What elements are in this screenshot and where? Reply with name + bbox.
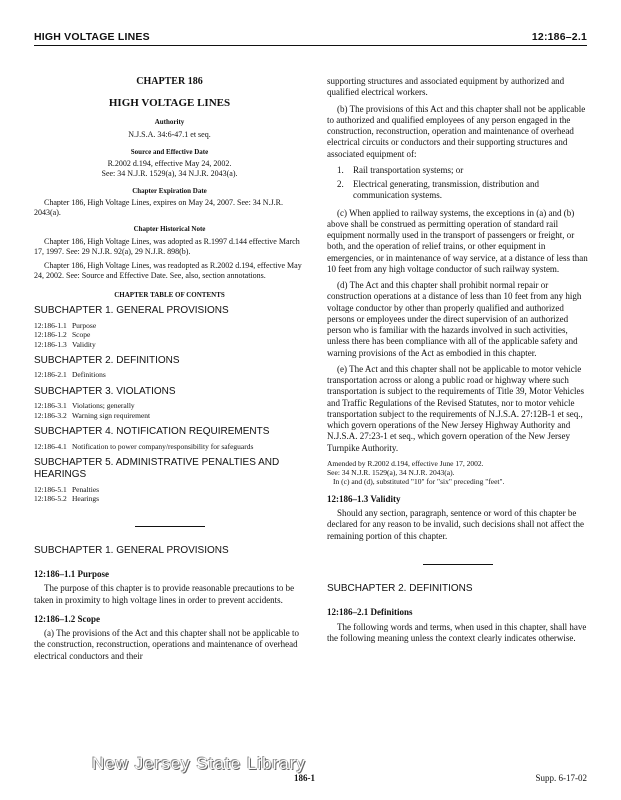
- running-header: [34, 31, 587, 46]
- toc-entry-title: Hearings: [72, 494, 100, 504]
- toc-entry-number: 12:186-3.1: [34, 401, 67, 411]
- toc-entry: [34, 340, 305, 349]
- amendment-line-2: See: 34 N.J.R. 1529(a), 34 N.J.R. 2043(a).: [327, 467, 455, 477]
- toc-group-2: [34, 355, 305, 380]
- toc-subchapter-title: SUBCHAPTER 3. VIOLATIONS: [34, 385, 176, 397]
- section-1-3-text: Should any section, paragraph, sentence or word of this chapter be declared for any reason to be invalid, such decisions shall not affect the remaining portion of this chapter.: [327, 508, 584, 541]
- toc-entry: [34, 442, 305, 451]
- authority-text: N.J.S.A. 34:6-47.1 et seq.: [128, 130, 211, 139]
- supplement-date: Supp. 6-17-02: [535, 773, 587, 783]
- scope-para-c: (c) When applied to railway systems, the exceptions in (a) and (b) above shall be construed as permitting operation of standard rail equipment normally used in the transport of passengers or freight, or both, and the operation of relief trains, or other equipment in emergencies, or in maintenance of way service, at a distance of less than 10 feet from any high voltage conductor of such railway system.: [327, 207, 588, 274]
- subchapter-2-title: SUBCHAPTER 2. DEFINITIONS: [327, 582, 473, 594]
- toc-entry-title: Validity: [72, 339, 96, 349]
- toc-entry-title: Purpose: [72, 320, 97, 330]
- section-1-2-para-a: (a) The provisions of the Act and this chapter shall not be applicable to the construction, reconstruction, operations and maintenance of overhead electrical conductors and their: [34, 628, 300, 661]
- list-text: Electrical generating, transmission, distribution and communication systems.: [353, 179, 539, 201]
- toc-group-3: [34, 386, 305, 420]
- list-number: 1.: [337, 164, 344, 175]
- header-section-range: 12:186–2.1: [531, 31, 587, 43]
- toc-entry-title: Penalties: [72, 484, 100, 494]
- toc-entry: [34, 494, 305, 503]
- right-column: [327, 76, 589, 649]
- scope-continuation: supporting structures and associated equipment by authorized and qualified electrical workers.: [327, 76, 565, 98]
- historical-note-p1: Chapter 186, High Voltage Lines, was adopted as R.1997 d.144 effective March 17, 1997. See: 29 N.J.R. 92(a), 29 N.J.R. 898(b).: [34, 237, 300, 256]
- toc-entry: [34, 411, 305, 420]
- list-number: 2.: [337, 179, 344, 189]
- amendment-line-1: Amended by R.2002 d.194, effective June 17, 2002.: [327, 458, 484, 468]
- toc-subchapter-title: SUBCHAPTER 1. GENERAL PROVISIONS: [34, 305, 229, 317]
- section-1-2-heading: 12:186–1.2 Scope: [34, 613, 100, 624]
- source-line-2: See: 34 N.J.R. 1529(a), 34 N.J.R. 2043(a).: [101, 168, 238, 178]
- source-heading: Source and Effective Date: [130, 147, 209, 156]
- section-1-3-heading: 12:186–1.3 Validity: [327, 493, 401, 504]
- toc-entry: [34, 401, 305, 410]
- source-line-1: R.2002 d.194, effective May 24, 2002.: [107, 159, 232, 169]
- left-column: [34, 76, 305, 667]
- toc-entry-title: Warning sign requirement: [72, 410, 151, 420]
- toc-entry-title: Notification to power company/responsibility for safeguards: [72, 441, 254, 451]
- toc-subchapter-title: SUBCHAPTER 4. NOTIFICATION REQUIREMENTS: [34, 426, 270, 438]
- scope-list-item: [327, 179, 589, 202]
- toc-entry: [34, 321, 305, 330]
- scope-para-e: (e) The Act and this chapter shall not be applicable to motor vehicle transportation across or along a public road or highway where such transportation is subject to the requirements of Title 39, Motor Vehicles and Traffic Regulations of the Revised Statutes, nor to motor vehicle transportation subject to the requirements of N.J.S.A. 27:12B-1 et seq., which govern operations of the New Jersey Highway Authority and N.J.S.A. 27:23-1 et seq., which govern operation of the New Jersey Turnpike Authority.: [327, 363, 585, 453]
- subchapter-1-title: SUBCHAPTER 1. GENERAL PROVISIONS: [34, 544, 229, 556]
- section-1-1-text: The purpose of this chapter is to provide reasonable precautions to be taken in proximity to high voltage lines in order to prevent accidents.: [34, 583, 295, 605]
- toc-entry-title: Definitions: [72, 370, 106, 380]
- toc-entry-number: 12:186-5.1: [34, 484, 67, 494]
- header-title: HIGH VOLTAGE LINES: [34, 31, 150, 43]
- amendment-line-3: In (c) and (d), substituted "10" for "six" preceding "feet".: [333, 476, 505, 486]
- scope-para-b: (b) The provisions of this Act and this chapter shall not be applicable to authorized and qualified employees of any person engaged in the construction, reconstruction, operation and maintenance of overhead electrical circuits or conductors and their supporting structures and associated equipment of:: [327, 103, 586, 159]
- scope-para-d: (d) The Act and this chapter shall prohibit normal repair or construction operations at a distance of less than 10 feet from any high voltage conductor by other than properly qualified and authorized persons or employees under the direct supervision of an authorized person who is familiar with the hazards involved in such activities, unless there has been compliance with all of the applicable safety and warning provisions of the Act as embodied in this chapter.: [327, 280, 582, 358]
- toc-entry-number: 12:186-1.1: [34, 320, 67, 330]
- toc-entry: [34, 330, 305, 339]
- toc-entry-number: 12:186-1.2: [34, 330, 67, 340]
- toc-entry-number: 12:186-2.1: [34, 370, 67, 380]
- section-2-1-heading: 12:186–2.1 Definitions: [327, 607, 413, 618]
- toc-entry: [34, 485, 305, 494]
- toc-subchapter-title: SUBCHAPTER 5. ADMINISTRATIVE PENALTIES AND HEARINGS: [34, 456, 280, 481]
- expiration-text: Chapter 186, High Voltage Lines, expires on May 24, 2007. See: 34 N.J.R. 2043(a).: [34, 198, 284, 217]
- chapter-label: CHAPTER 186: [136, 76, 203, 87]
- library-watermark: New Jersey State Library: [92, 754, 306, 773]
- toc-entry-title: Violations; generally: [72, 401, 135, 411]
- section-divider: [135, 526, 205, 527]
- toc-entry-title: Scope: [72, 330, 91, 340]
- amendment-note: [327, 459, 589, 486]
- section-1-1-heading: 12:186–1.1 Purpose: [34, 569, 109, 580]
- toc-entry: [34, 370, 305, 379]
- toc-entry-number: 12:186-1.3: [34, 339, 67, 349]
- page-number: 186-1: [294, 773, 315, 783]
- toc-heading: CHAPTER TABLE OF CONTENTS: [114, 290, 225, 299]
- expiration-heading: Chapter Expiration Date: [132, 186, 207, 195]
- toc-group-4: [34, 426, 305, 451]
- toc-entry-number: 12:186-3.2: [34, 410, 67, 420]
- section-divider: [423, 564, 493, 565]
- chapter-title: HIGH VOLTAGE LINES: [108, 96, 231, 109]
- list-text: Rail transportation systems; or: [353, 164, 464, 175]
- toc-entry-number: 12:186-4.1: [34, 441, 67, 451]
- historical-note-heading: Chapter Historical Note: [133, 225, 206, 234]
- toc-subchapter-title: SUBCHAPTER 2. DEFINITIONS: [34, 354, 180, 366]
- scope-list-item: [327, 165, 589, 176]
- toc-group-1: [34, 305, 305, 349]
- section-2-1-text: The following words and terms, when used in this chapter, shall have the following meaning unless the context clearly indicates otherwise.: [327, 621, 587, 643]
- toc-entry-number: 12:186-5.2: [34, 494, 67, 504]
- authority-heading: Authority: [154, 118, 185, 127]
- toc-group-5: [34, 457, 305, 504]
- historical-note-p2: Chapter 186, High Voltage Lines, was readopted as R.2002 d.194, effective May 24, 2002. See: Source and Effective Date. See, also, section annotations.: [34, 261, 302, 280]
